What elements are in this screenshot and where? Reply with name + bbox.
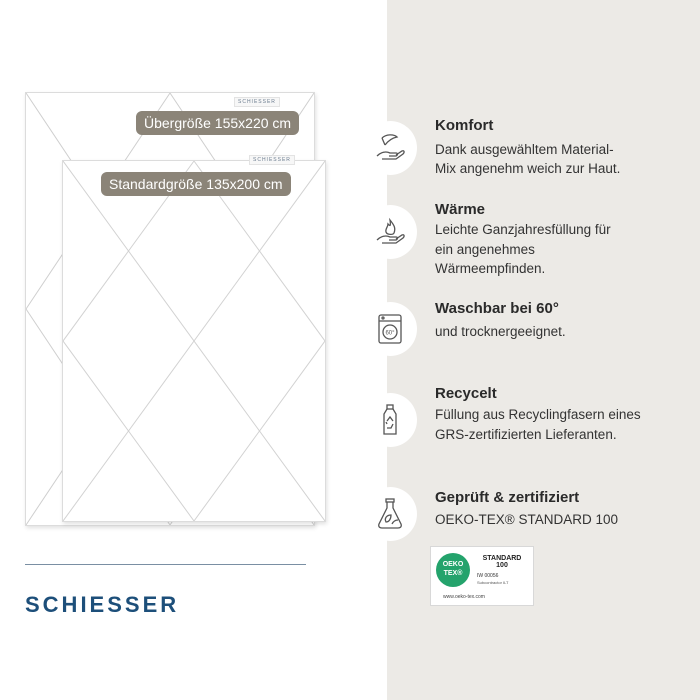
brand-tag: SCHIESSER (234, 97, 280, 107)
feather-hand-icon (363, 121, 417, 175)
wash-temp-label: 60° (385, 330, 395, 337)
oeko-number: IW 00056 (477, 573, 499, 579)
brand-tag: SCHIESSER (249, 155, 295, 165)
feature-title: Geprüft & zertifiziert (435, 489, 580, 506)
duvet-standard (62, 157, 326, 522)
feature-text-line: und trocknergeeignet. (435, 324, 566, 339)
oeko-tex-badge (436, 553, 470, 587)
feature-text-line: Wärmeempfinden. (435, 261, 546, 276)
oeko-badge-line: OEKO (442, 561, 464, 568)
size-label-oversize: Übergröße 155x220 cm (136, 111, 299, 135)
flame-hand-icon (363, 205, 417, 259)
oeko-tex-label (430, 546, 534, 606)
divider (25, 564, 306, 565)
feature-title: Komfort (435, 117, 494, 134)
feature-title: Recycelt (435, 385, 497, 402)
feature-title: Wärme (435, 201, 486, 218)
feature-text-line: Dank ausgewähltem Material- (435, 142, 614, 157)
oeko-url: www.oeko-tex.com (443, 594, 485, 600)
recycle-bottle-icon (363, 393, 417, 447)
feature-text-line: OEKO-TEX® STANDARD 100 (435, 512, 618, 527)
quilt-pattern (63, 161, 325, 521)
feature-text-line: ein angenehmes (435, 242, 535, 257)
feature-text-line: GRS-zertifizierten Lieferanten. (435, 427, 617, 442)
brand-logo: SCHIESSER (25, 592, 180, 617)
oeko-standard: STANDARD 100 (482, 555, 522, 569)
washing-machine-icon (363, 302, 417, 356)
certified-flask-icon (363, 487, 417, 541)
feature-title: Waschbar bei 60° (435, 300, 559, 317)
size-label-standard: Standardgröße 135x200 cm (101, 172, 291, 196)
feature-text-line: Füllung aus Recyclingfasern eines (435, 407, 641, 422)
oeko-badge-line: TEX® (443, 570, 463, 577)
feature-text-line: Mix angenehm weich zur Haut. (435, 161, 621, 176)
feature-text-line: Leichte Ganzjahresfüllung für (435, 222, 611, 237)
oeko-institute: Subcontractor ILT (477, 580, 509, 585)
